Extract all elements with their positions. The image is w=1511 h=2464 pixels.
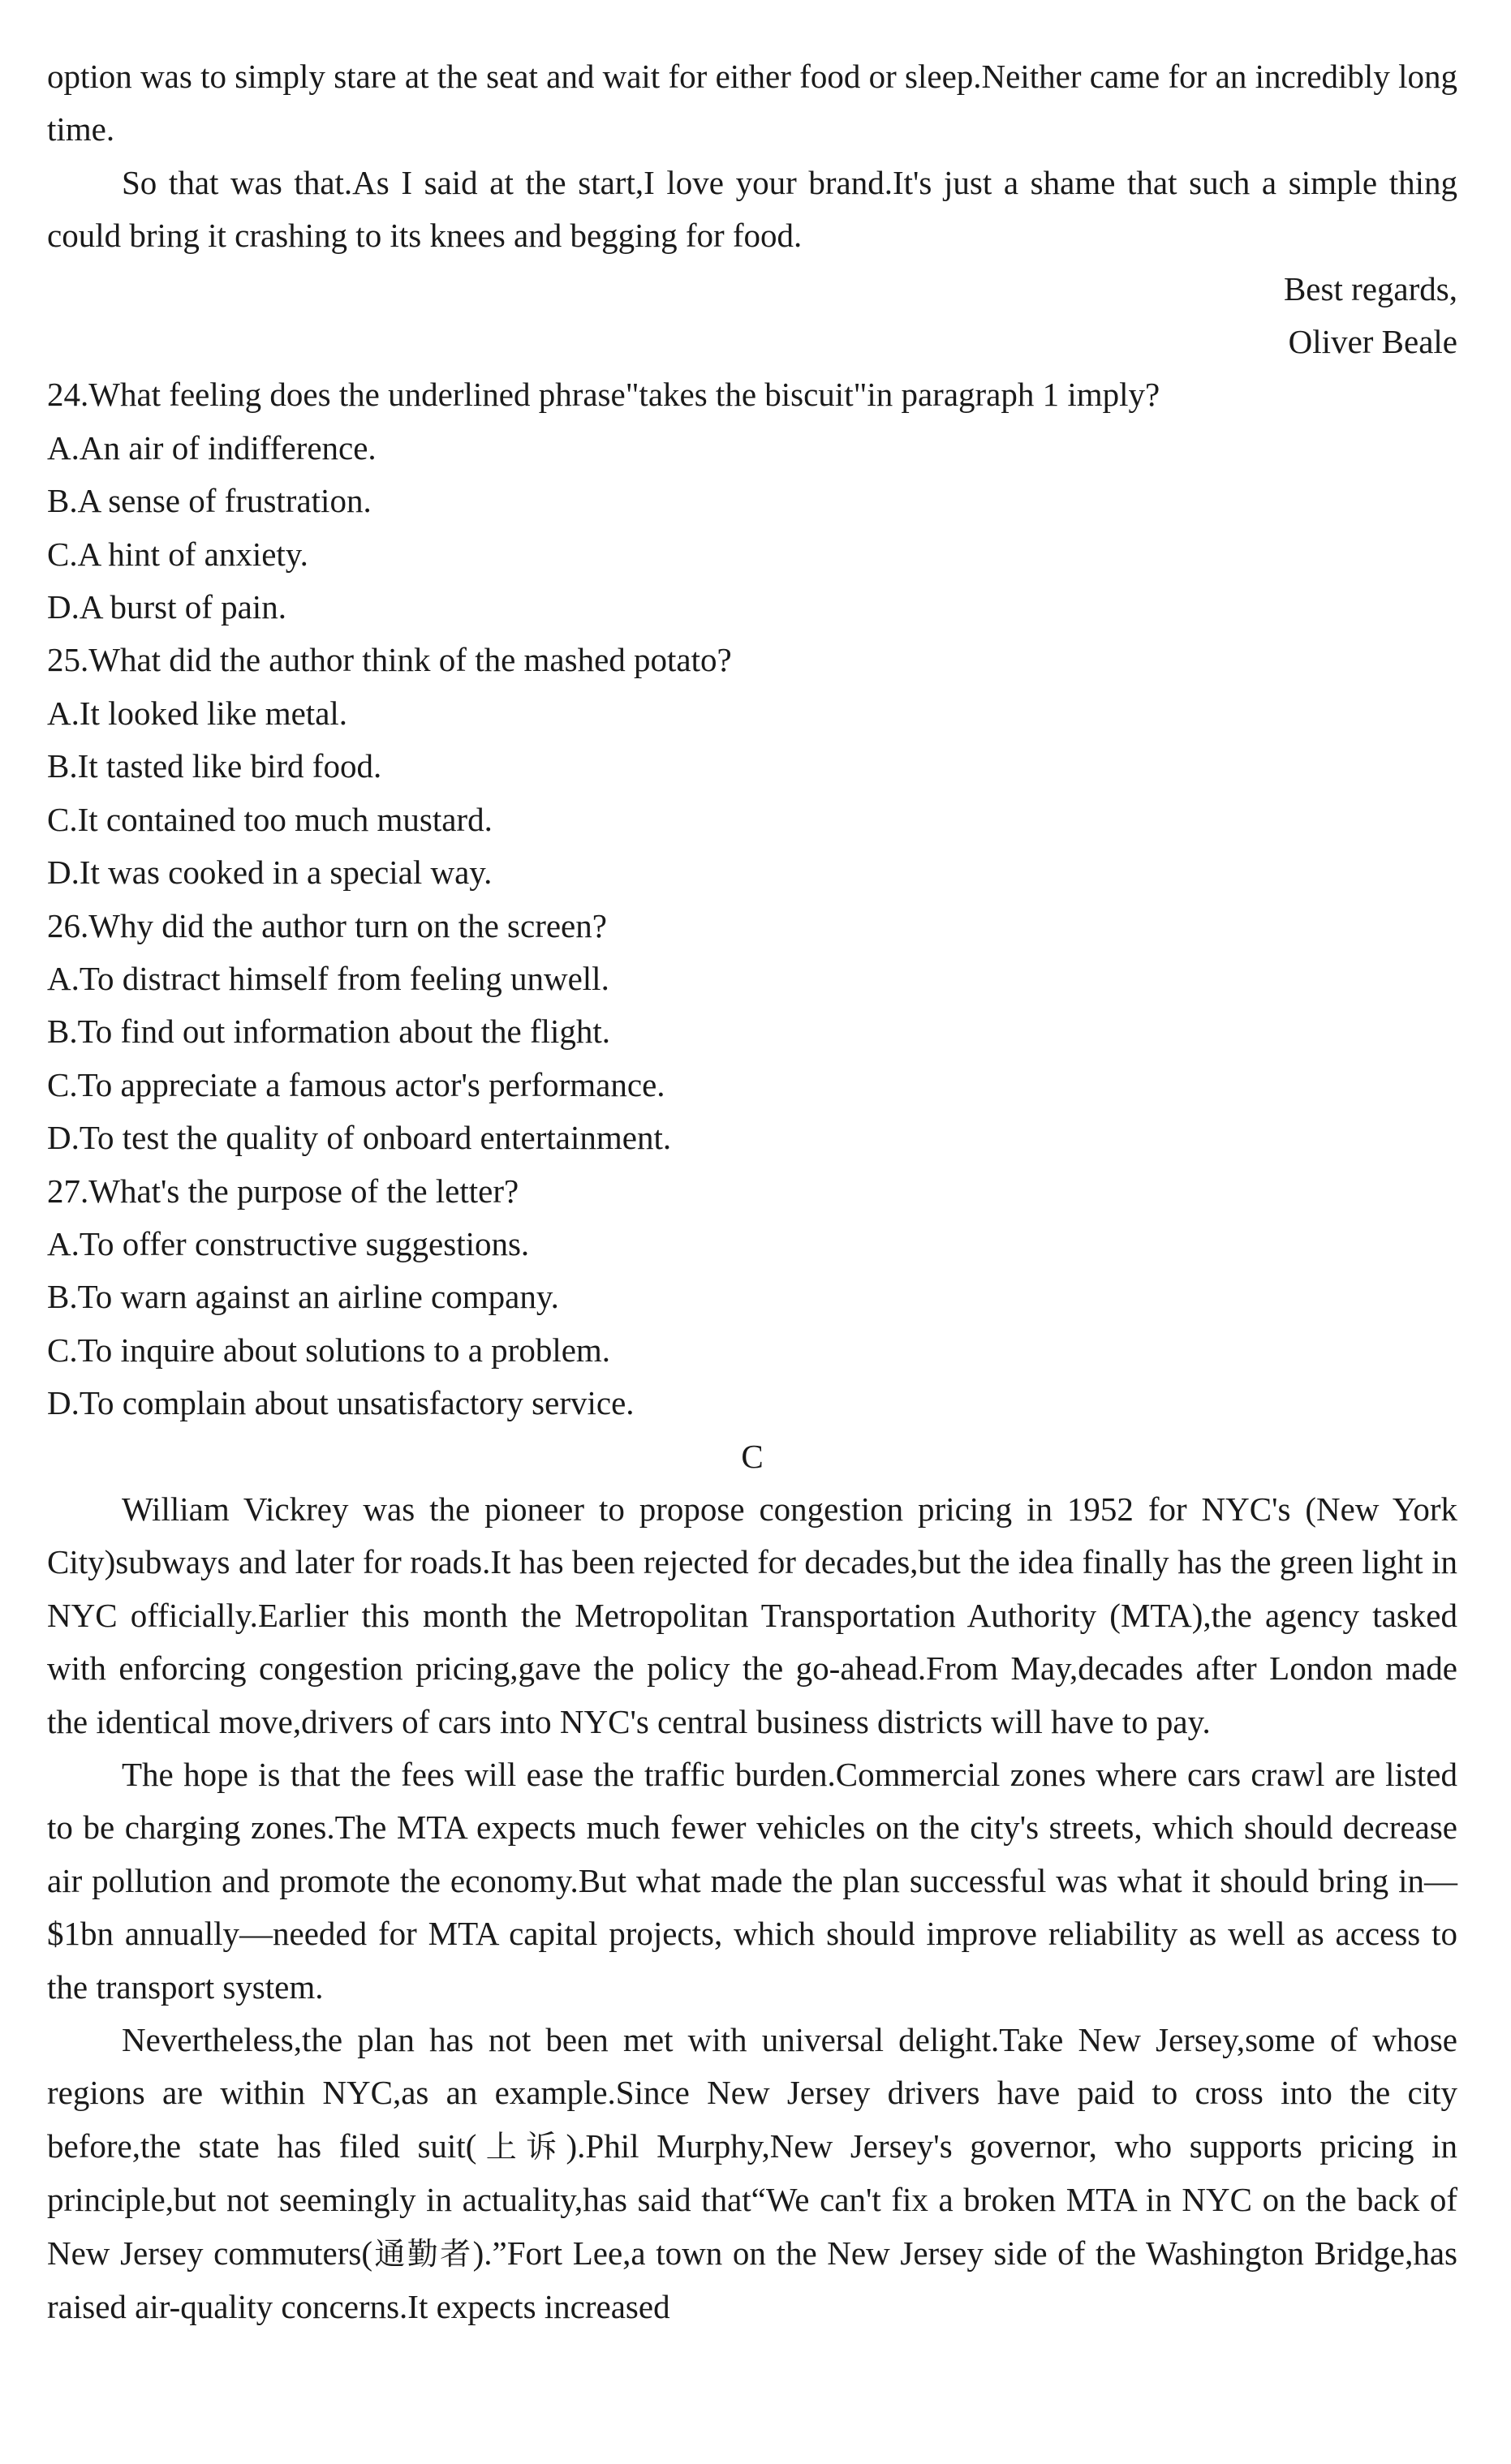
option-b: B.To find out information about the flight.: [47, 1013, 611, 1051]
question-25: [47, 634, 1457, 899]
option-a: A.To distract himself from feeling unwell.: [47, 959, 609, 997]
chinese-gloss: 上诉: [476, 2128, 566, 2165]
option-a: A.To offer constructive suggestions.: [47, 1224, 530, 1262]
option-c: C.It contained too much mustard.: [47, 800, 493, 838]
option-a: A.It looked like metal.: [47, 694, 348, 732]
paragraph-c-1: William Vickrey was the pioneer to propose congestion pricing in 1952 for NYC's (New York City)subways and later for roads.It has been rejected for decades,but the idea finally has the green light in NYC officially.Earlier this month the Metropolitan Transportation Authority (MTA),the agency tasked with enforcing congestion pricing,gave the policy the go-ahead.From May,decades after London made the identical move,drivers of cars into NYC's central business districts will have to pay.: [47, 1490, 1457, 1740]
paragraph-c-2: The hope is that the fees will ease the traffic burden.Commercial zones where cars crawl are listed to be charging zones.The MTA expects much fewer vehicles on the city's streets, which should decrease air pollution and promote the economy.But what made the plan successful was what it should bring in—$1bn annually—needed for MTA capital projects, which should improve reliability as well as access to the transport system.: [47, 1756, 1457, 2006]
text-run: ).”Fort Lee,a town on the New Jersey side of the Washington Bridge,has raised air-quality concerns.It expects increased: [47, 2234, 1457, 2326]
option-d: D.It was cooked in a special way.: [47, 854, 493, 892]
document-page: [47, 50, 1457, 2333]
chinese-gloss: 通勤者: [372, 2235, 473, 2272]
option-b: B.To warn against an airline company.: [47, 1278, 559, 1316]
text-run: Nevertheless,the plan has not been met with universal delight.Take New Jersey,some of whose regions are within NYC,as an example.Since New Jersey drivers have paid to cross into the city before,the state has filed suit(: [47, 2021, 1457, 2165]
question-stem: 27.What's the purpose of the letter?: [47, 1172, 519, 1210]
question-24: [47, 368, 1457, 634]
option-d: D.A burst of pain.: [47, 588, 286, 626]
paragraph-c-3: [47, 2014, 1457, 2333]
paragraph-b-end-1: option was to simply stare at the seat and wait for either food or sleep.Neither came for an incredibly long time.: [47, 58, 1457, 148]
letter-closing: Best regards,: [1283, 269, 1457, 307]
question-stem: 25.What did the author think of the mashed potato?: [47, 641, 732, 679]
letter-signature: Oliver Beale: [1288, 323, 1457, 361]
option-c: C.To appreciate a famous actor's performance.: [47, 1065, 665, 1103]
option-d: D.To complain about unsatisfactory service.: [47, 1384, 635, 1422]
question-26: [47, 900, 1457, 1165]
section-heading-c: C: [741, 1437, 764, 1475]
paragraph-b-end-2: So that was that.As I said at the start,I love your brand.It's just a shame that such a simple thing could bring it crashing to its knees and begging for food.: [47, 163, 1457, 255]
text-run: ).Phil Murphy,New Jersey's governor, who supports pricing in principle,but not seemingly in actuality,has said that“We can't fix a broken MTA in NYC on the back of New Jersey commuters(: [47, 2126, 1457, 2272]
option-c: C.To inquire about solutions to a problem.: [47, 1331, 611, 1369]
option-d: D.To test the quality of onboard entertainment.: [47, 1119, 672, 1157]
option-b: B.It tasted like bird food.: [47, 747, 382, 785]
option-c: C.A hint of anxiety.: [47, 535, 308, 573]
question-stem: 24.What feeling does the underlined phrase"takes the biscuit"in paragraph 1 imply?: [47, 376, 1160, 414]
option-a: A.An air of indifference.: [47, 428, 377, 467]
option-b: B.A sense of frustration.: [47, 482, 372, 520]
question-stem: 26.Why did the author turn on the screen?: [47, 906, 607, 944]
question-27: [47, 1165, 1457, 1430]
